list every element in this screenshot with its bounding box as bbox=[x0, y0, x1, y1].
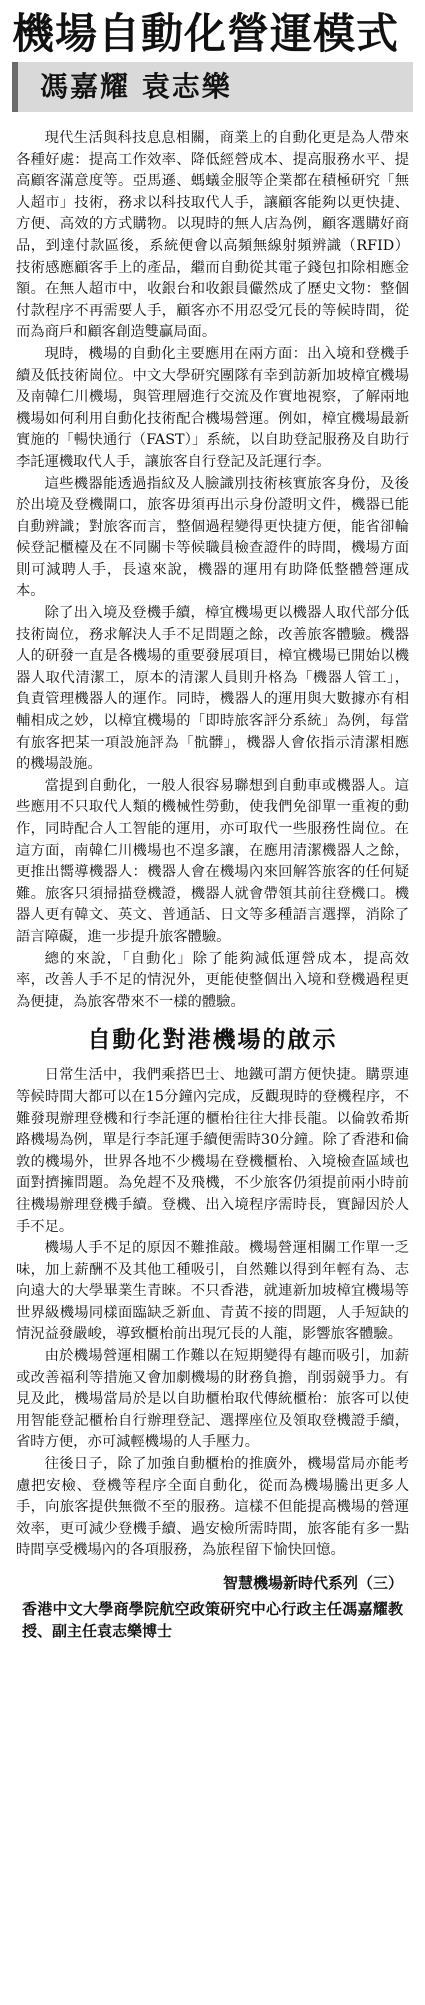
article-title: 機場自動化營運模式 bbox=[12, 9, 400, 58]
paragraph-6: 總的來說，「自動化」除了能夠減低運營成本，提高效率，改善人手不足的情況外，更能使整個出入境和登機過程更為便捷，為旅客帶來不一樣的體驗。 bbox=[16, 950, 409, 1010]
paragraph-1: 現代生活與科技息息相關，商業上的自動化更是為人帶來各種好處：提高工作效率、降低經營成本、提高服務水平、提高顧客滿意度等。亞馬遜、螞蟻金服等企業都在積極研究「無人超市」技術，務求以科技取代人手，讓顧客能夠以更快捷、方便、高效的方式購物。以現時的無人店為例，顧客選購好商品，到達付款區後，系統便會以高頻無線射頻辨識（RFID）技術感應顧客手上的產品，繼而自動從其電子錢包扣除相應金額。在無人超市中，收銀台和收銀員儼然成了歷史文物：整個付款程序不再需要人手，顧客亦不用忍受冗長的等候時間，從而為商戶和顧客創造雙贏局面。 bbox=[16, 130, 409, 341]
paragraph-5: 當提到自動化，一般人很容易聯想到自動車或機器人。這些應用不只取代人類的機械性勞動，使我們免卻單一重複的動作，同時配合人工智能的運用，亦可取代一些服務性崗位。在這方面，南韓仁川機場也不遑多讓，在應用清潔機器人之餘，更推出嚮導機器人：機器人會在機場內來回解答旅客的任何疑難。旅客只須掃描登機證，機器人就會帶領其前往登機口。機器人更有韓文、英文、普通話、日文等多種語言選擇，消除了語言障礙，進一步提升旅客體驗。 bbox=[16, 777, 409, 945]
paragraph-2: 現時，機場的自動化主要應用在兩方面：出入境和登機手續及低技術崗位。中文大學研究團隊有幸到訪新加坡樟宜機場及南韓仁川機場，與管理層進行交流及作實地視察，了解兩地機場如何利用自動化技術配合機場營運。例如，樟宜機場最新實施的「暢快通行（FAST）」系統，以自助登記服務及自助行李託運機取代人手，讓旅客自行登記及託運行李。 bbox=[16, 345, 409, 470]
paragraph-8: 機場人手不足的原因不難推敲。機場營運相關工作單一乏味，加上薪酬不及其他工種吸引，自然難以得到年輕有為、志向遠大的大學畢業生青睞。不只香港，就連新加坡樟宜機場等世界級機場同樣面臨缺乏新血、青黃不接的問題，人手短缺的情況益發嚴峻，導致櫃枱前出現冗長的人龍，影響旅客體驗。 bbox=[16, 1240, 409, 1343]
paragraph-3: 這些機器能透過指紋及人臉識別技術核實旅客身份，及後於出境及登機閘口，旅客毋須再出示身份證明文件，機器已能自動辨識；對旅客而言，整個過程變得更快捷方便，能省卻輪候登記櫃檯及在不同關卡等候職員檢查證件的時間，機場方面則可減聘人手，長遠來說，機器的運用有助降低整體營運成本。 bbox=[16, 475, 409, 600]
author-byline: 香港中文大學商學院航空政策研究中心行政主任馮嘉耀教授、副主任袁志樂博士 bbox=[22, 1600, 403, 1640]
article-authors: 馮嘉耀 袁志樂 bbox=[40, 70, 232, 103]
series-label: 智慧機場新時代系列（三） bbox=[222, 1574, 403, 1592]
paragraph-4: 除了出入境及登機手續，樟宜機場更以機器人取代部分低技術崗位，務求解決人手不足問題之餘，改善旅客體驗。機器人的研發一直是各機場的重要發展項目，樟宜機場已開始以機器人取代清潔工，原本的清潔人員則升格為「機器人管工」，負責管理機器人的運作。同時，機器人的運用與大數據亦有相輔相成之妙，以樟宜機場的「即時旅客評分系統」為例，每當有旅客把某一項設施評為「骯髒」，機器人會依指示清潔相應的機場設施。 bbox=[16, 605, 409, 773]
paragraph-10: 往後日子，除了加強自動櫃枱的推廣外，機場當局亦能考慮把安檢、登機等程序全面自動化，從而為機場騰出更多人手，向旅客提供無微不至的服務。這樣不但能提高機場的營運效率，更可減少登機手續、過安檢所需時間，旅客能有多一點時間享受機場內的各項服務，為旅程留下愉快回憶。 bbox=[16, 1456, 409, 1559]
section-subheading: 自動化對港機場的啟示 bbox=[87, 1027, 338, 1054]
paragraph-7: 日常生活中，我們乘搭巴士、地鐵可謂方便快捷。購票連等候時間大都可以在15分鐘內完成，反觀現時的登機程序，不難發現辦理登機和行李託運的櫃枱往往大排長龍。以倫敦希斯路機場為例，單是行李託運手續便需時30分鐘。除了香港和倫敦的機場外，世界各地不少機場在登機櫃枱、入境檢查區域也面對擠擁問題。為免趕不及飛機，不少旅客仍須提前兩小時前往機場辦理登機手續。登機、出入境程序需時長，實歸因於人手不足。 bbox=[16, 1067, 409, 1235]
article-body bbox=[12, 112, 413, 1642]
paragraph-9: 由於機場營運相關工作難以在短期變得有趣而吸引，加薪或改善福利等措施又會加劇機場的財務負擔，削弱競爭力。有見及此，機場當局於是以自助櫃枱取代傳統櫃枱：旅客可以使用智能登記櫃枱自行辦理登記、選擇座位及領取登機證手續，省時方便，亦可減輕機場的人手壓力。 bbox=[16, 1348, 409, 1451]
author-band bbox=[12, 62, 413, 112]
